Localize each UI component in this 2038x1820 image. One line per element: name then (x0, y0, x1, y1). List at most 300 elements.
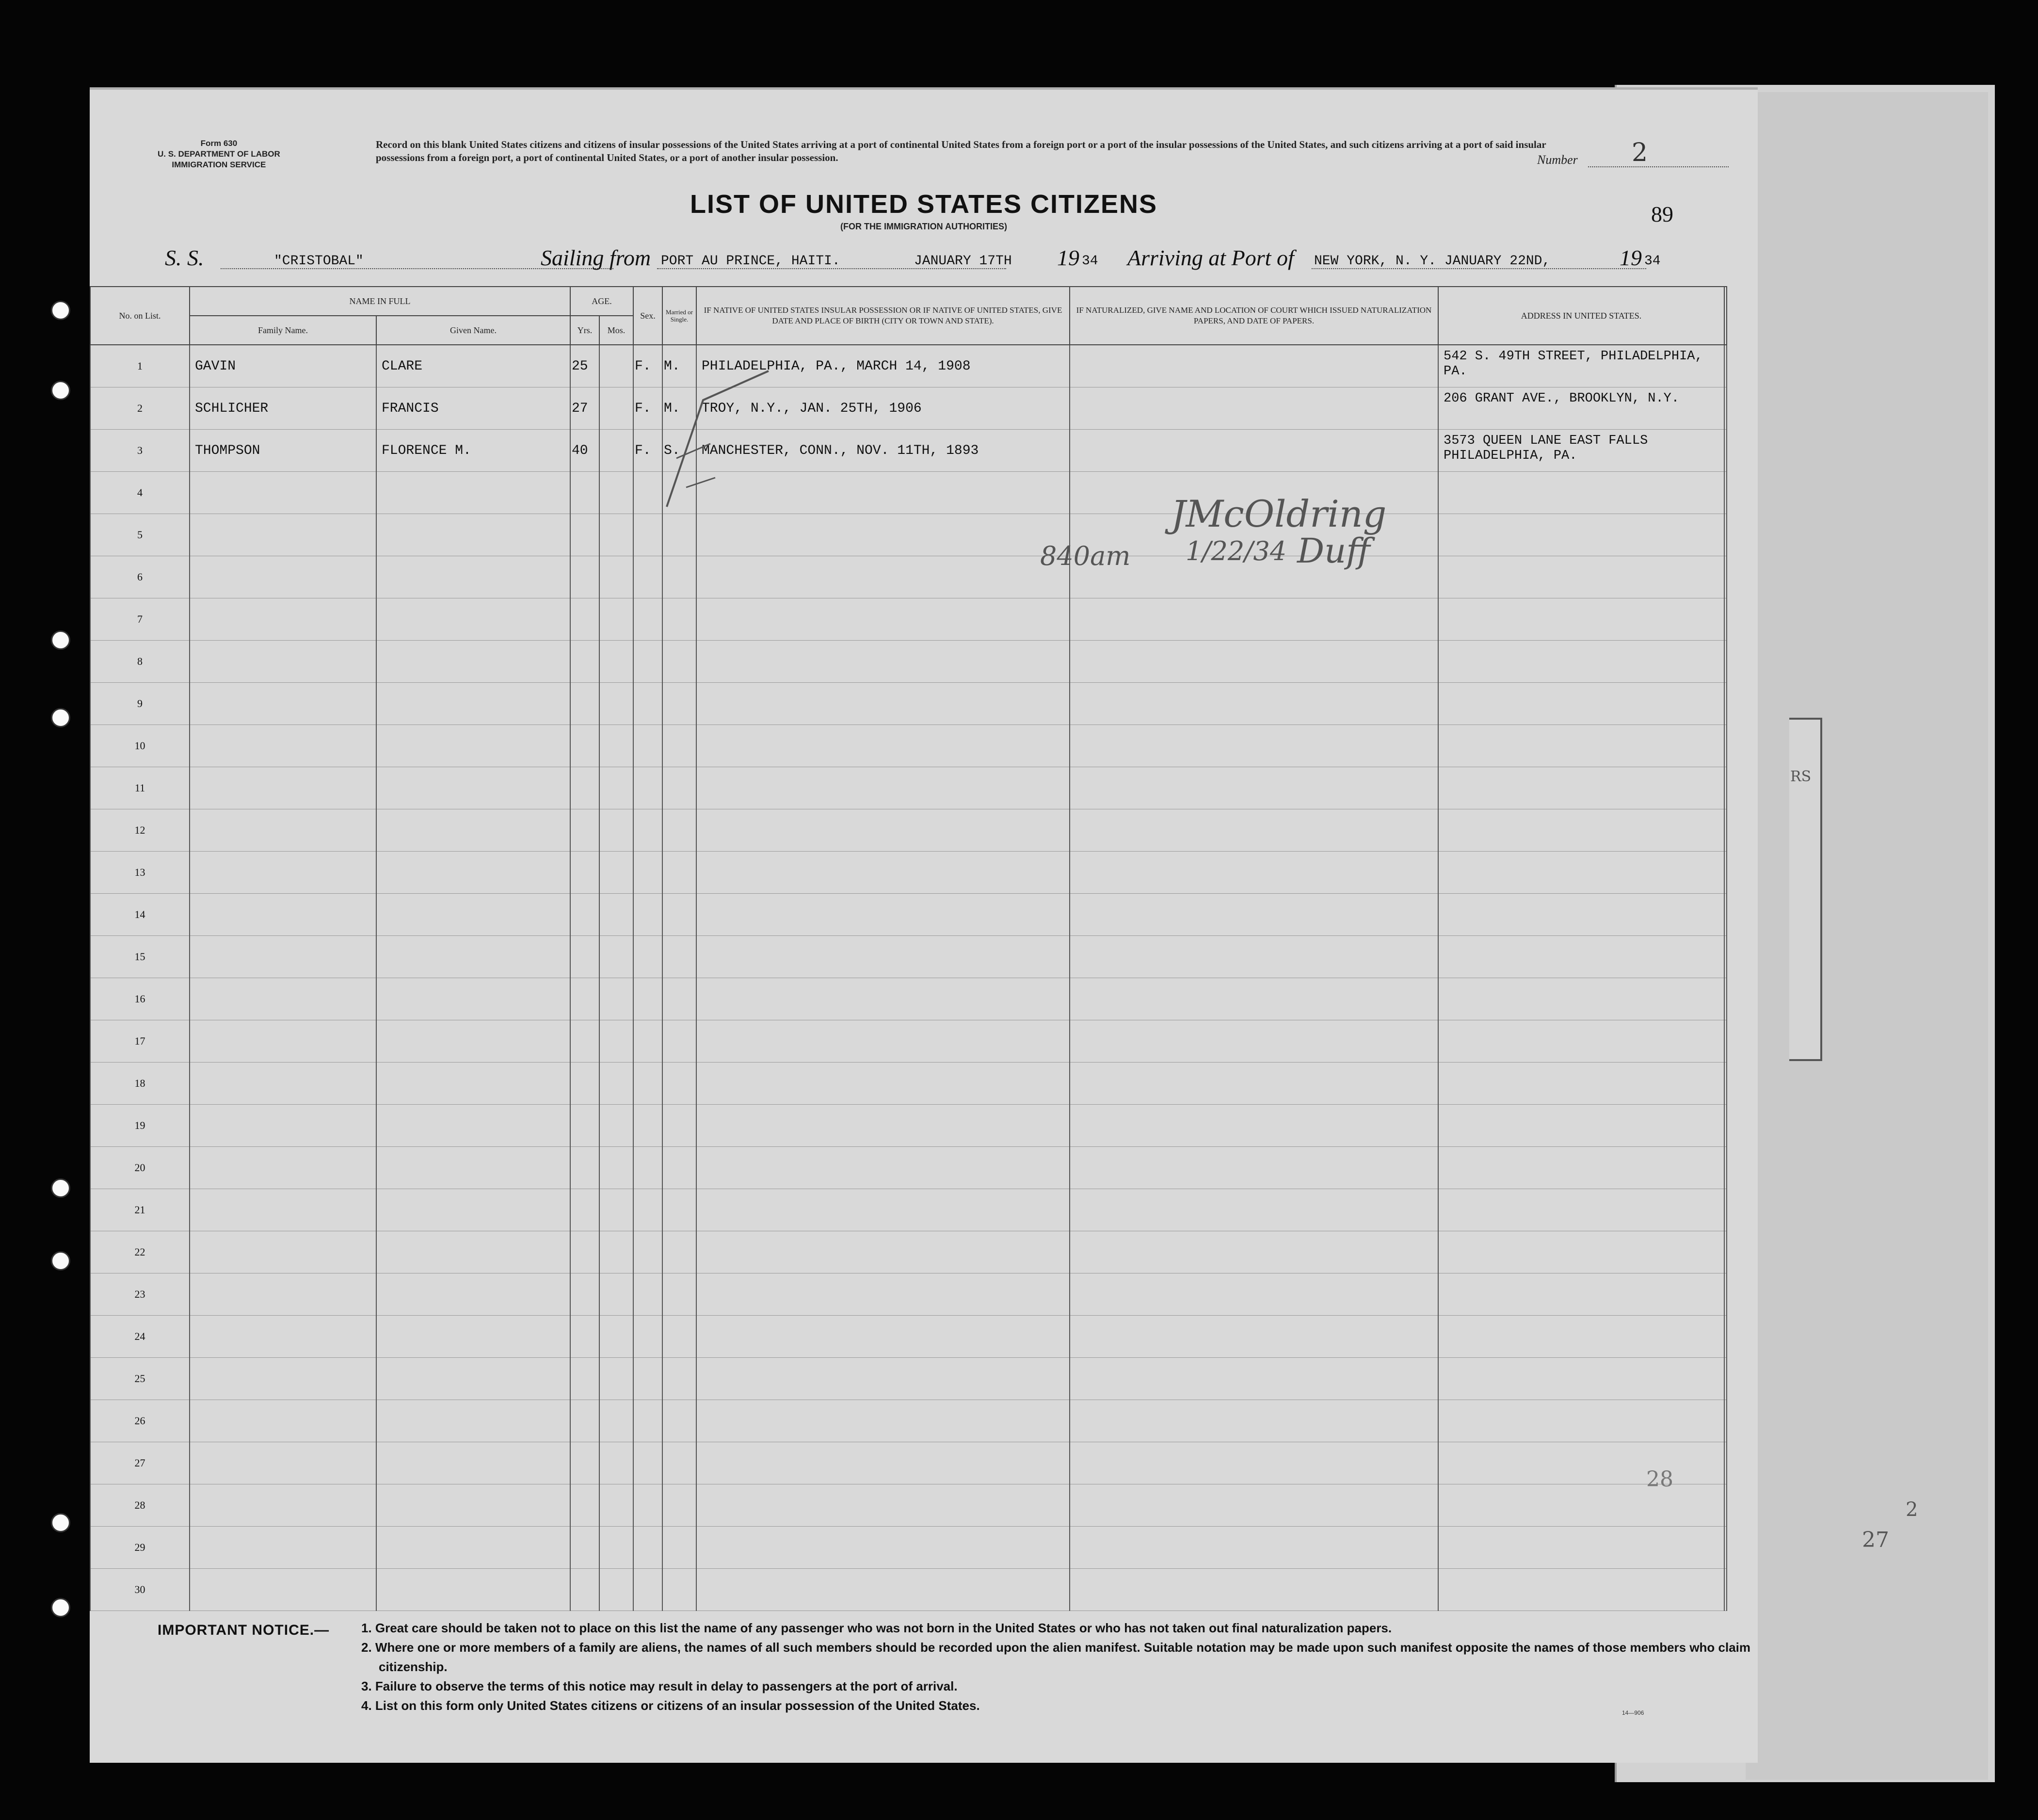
col-naturalized: IF NATURALIZED, GIVE NAME AND LOCATION OF COURT WHICH ISSUED NATURALIZATION PAPERS, AND DATE OF PAPERS. (1070, 287, 1438, 345)
cell-birth (696, 1063, 1070, 1105)
cell-yrs (570, 1527, 599, 1569)
cell-no: 12 (90, 809, 190, 852)
cell-address (1438, 1316, 1724, 1358)
cell-married (662, 1316, 696, 1358)
margin-note-b: 27 (1862, 1528, 1889, 1552)
cell-married (662, 641, 696, 683)
col-mos: Mos. (599, 316, 633, 345)
cell-naturalized (1070, 1105, 1438, 1147)
table-row (90, 1442, 1727, 1484)
cell-sex: F. (633, 345, 662, 387)
ship-name: "CRISTOBAL" (274, 254, 364, 269)
cell-given (376, 1147, 570, 1189)
cell-sex (633, 1316, 662, 1358)
cell-sex (633, 1063, 662, 1105)
cell-yrs (570, 556, 599, 598)
cell-no: 14 (90, 894, 190, 936)
cell-no: 29 (90, 1527, 190, 1569)
cell-married (662, 1442, 696, 1484)
cell-birth (696, 852, 1070, 894)
hw-signature: JMcOldring (1171, 492, 1387, 535)
binding-hole (51, 381, 70, 400)
cell-extra (1724, 894, 1727, 936)
table-row (90, 1358, 1727, 1400)
cell-mos (599, 1569, 633, 1611)
cell-address (1438, 641, 1724, 683)
notice-item-2: 2. Where one or more members of a family are aliens, the names of all such members should be recorded upon the alien manifest. Suitable notation may be made upon such manifest opposite the names of those members who claim citizenship. (361, 1640, 1751, 1674)
cell-naturalized (1070, 852, 1438, 894)
cell-given (376, 1527, 570, 1569)
table-body (90, 345, 1727, 1611)
cell-yrs (570, 767, 599, 809)
cell-yrs (570, 1189, 599, 1231)
number-line (1588, 166, 1729, 167)
cell-birth: MANCHESTER, CONN., NOV. 11TH, 1893 (696, 430, 1070, 472)
cell-no: 4 (90, 472, 190, 514)
cell-extra (1724, 1484, 1727, 1527)
cell-extra (1724, 598, 1727, 641)
cell-family (190, 598, 376, 641)
cell-birth (696, 1484, 1070, 1527)
cell-extra (1724, 387, 1727, 430)
cell-married (662, 1020, 696, 1063)
voyage-line (90, 245, 1758, 279)
cell-sex (633, 1484, 662, 1527)
cell-given: FRANCIS (376, 387, 570, 430)
cell-extra (1724, 1316, 1727, 1358)
cell-extra (1724, 1020, 1727, 1063)
cell-married: S. (662, 430, 696, 472)
form-number: Form 630 (200, 139, 238, 148)
cell-address (1438, 809, 1724, 852)
cell-given (376, 641, 570, 683)
cell-given (376, 1189, 570, 1231)
col-yrs: Yrs. (570, 316, 599, 345)
cell-extra (1724, 725, 1727, 767)
cell-family (190, 1316, 376, 1358)
cell-extra (1724, 472, 1727, 514)
cell-married (662, 894, 696, 936)
table-row (90, 809, 1727, 852)
cell-mos (599, 1147, 633, 1189)
cell-birth (696, 1020, 1070, 1063)
sailing-label: Sailing from (541, 245, 651, 270)
cell-birth (696, 1105, 1070, 1147)
cell-no: 18 (90, 1063, 190, 1105)
cell-family (190, 1105, 376, 1147)
table-row (90, 1484, 1727, 1527)
cell-naturalized (1070, 1569, 1438, 1611)
binding-hole (51, 1251, 70, 1271)
cell-naturalized (1070, 683, 1438, 725)
col-age: AGE. (570, 287, 633, 316)
cell-given (376, 1316, 570, 1358)
cell-address (1438, 1442, 1724, 1484)
cell-family (190, 1273, 376, 1316)
cell-family (190, 1063, 376, 1105)
cell-given (376, 978, 570, 1020)
cell-family (190, 1442, 376, 1484)
cell-address (1438, 1020, 1724, 1063)
cell-yrs: 27 (570, 387, 599, 430)
col-name: NAME IN FULL (190, 287, 570, 316)
cell-sex (633, 809, 662, 852)
cell-extra (1724, 1189, 1727, 1231)
tally-marks (657, 361, 783, 536)
cell-family (190, 1569, 376, 1611)
cell-married (662, 852, 696, 894)
cell-family (190, 1147, 376, 1189)
cell-yrs: 40 (570, 430, 599, 472)
cell-married (662, 978, 696, 1020)
cell-extra (1724, 430, 1727, 472)
cell-no: 9 (90, 683, 190, 725)
table-row (90, 725, 1727, 767)
cell-mos (599, 1400, 633, 1442)
cell-sex (633, 1358, 662, 1400)
cell-address (1438, 1569, 1724, 1611)
cell-birth (696, 1316, 1070, 1358)
cell-yrs (570, 1273, 599, 1316)
cell-family (190, 936, 376, 978)
page-subtitle: (FOR THE IMMIGRATION AUTHORITIES) (840, 222, 1007, 231)
table-row (90, 894, 1727, 936)
cell-extra (1724, 852, 1727, 894)
binding-hole (51, 1513, 70, 1532)
cell-extra (1724, 1105, 1727, 1147)
cell-given: CLARE (376, 345, 570, 387)
cell-no: 8 (90, 641, 190, 683)
departure-date: JANUARY 17TH (914, 254, 1012, 269)
arrival-port: NEW YORK, N. Y. JANUARY 22ND, (1314, 254, 1551, 269)
cell-given (376, 1020, 570, 1063)
col-birth: IF NATIVE OF UNITED STATES INSULAR POSSESSION OR IF NATIVE OF UNITED STATES, GIVE DATE AND PLACE OF BIRTH (CITY OR TOWN AND STATE). (696, 287, 1070, 345)
cell-birth (696, 725, 1070, 767)
table-row (90, 1231, 1727, 1273)
cell-given (376, 809, 570, 852)
cell-married (662, 683, 696, 725)
col-family: Family Name. (190, 316, 376, 345)
cell-married (662, 1189, 696, 1231)
cell-birth (696, 936, 1070, 978)
cell-naturalized (1070, 641, 1438, 683)
cell-extra (1724, 345, 1727, 387)
cell-yrs (570, 472, 599, 514)
cell-family: GAVIN (190, 345, 376, 387)
table-row (90, 683, 1727, 725)
cell-birth (696, 894, 1070, 936)
table-row (90, 1527, 1727, 1569)
cell-extra (1724, 767, 1727, 809)
cell-no: 13 (90, 852, 190, 894)
cell-family (190, 1484, 376, 1527)
cell-family (190, 683, 376, 725)
cell-naturalized (1070, 1020, 1438, 1063)
table-row (90, 1105, 1727, 1147)
cell-birth (696, 598, 1070, 641)
cell-given (376, 1484, 570, 1527)
cell-given (376, 1358, 570, 1400)
cell-family (190, 472, 376, 514)
cell-naturalized (1070, 1063, 1438, 1105)
cell-given (376, 936, 570, 978)
cell-address: 206 GRANT AVE., BROOKLYN, N.Y. (1438, 387, 1724, 430)
cell-yrs (570, 1442, 599, 1484)
notice-item-3: 3. Failure to observe the terms of this notice may result in delay to passengers at the port of arrival. (361, 1679, 958, 1693)
cell-family (190, 1020, 376, 1063)
cell-extra (1724, 514, 1727, 556)
cell-family (190, 1527, 376, 1569)
departure-year: 34 (1082, 254, 1098, 269)
from-port: PORT AU PRINCE, HAITI. (661, 254, 840, 269)
cell-married: M. (662, 345, 696, 387)
cell-address (1438, 1231, 1724, 1273)
cell-mos (599, 767, 633, 809)
cell-yrs (570, 1105, 599, 1147)
cell-no: 26 (90, 1400, 190, 1442)
cell-yrs (570, 1569, 599, 1611)
cell-sex (633, 1442, 662, 1484)
cell-naturalized (1070, 1527, 1438, 1569)
cell-extra (1724, 641, 1727, 683)
cell-given (376, 1442, 570, 1484)
table-row (90, 387, 1727, 430)
cell-address (1438, 1063, 1724, 1105)
cell-no: 23 (90, 1273, 190, 1316)
cell-naturalized (1070, 598, 1438, 641)
cell-mos (599, 1484, 633, 1527)
cell-naturalized (1070, 430, 1438, 472)
cell-yrs (570, 514, 599, 556)
cell-extra (1724, 1063, 1727, 1105)
cell-birth (696, 809, 1070, 852)
cell-sex (633, 978, 662, 1020)
hw-initials: Duff (1297, 531, 1370, 571)
table-row (90, 472, 1727, 514)
cell-birth (696, 1569, 1070, 1611)
arriving-label: Arriving at Port of (1127, 245, 1294, 270)
cell-no: 27 (90, 1442, 190, 1484)
cell-given: FLORENCE M. (376, 430, 570, 472)
cell-extra (1724, 1358, 1727, 1400)
page-title: LIST OF UNITED STATES CITIZENS (690, 190, 1157, 219)
hw-time: 840am (1040, 541, 1131, 571)
cell-married (662, 1105, 696, 1147)
cell-mos (599, 1105, 633, 1147)
cell-yrs (570, 936, 599, 978)
cell-no: 5 (90, 514, 190, 556)
cell-extra (1724, 1400, 1727, 1442)
table-row (90, 978, 1727, 1020)
table-row (90, 430, 1727, 472)
cell-birth (696, 641, 1070, 683)
table-row (90, 852, 1727, 894)
cell-no: 21 (90, 1189, 190, 1231)
cell-family (190, 1231, 376, 1273)
cell-address (1438, 894, 1724, 936)
cell-mos (599, 852, 633, 894)
cell-family: THOMPSON (190, 430, 376, 472)
cell-family (190, 514, 376, 556)
cell-naturalized (1070, 1400, 1438, 1442)
cell-married (662, 598, 696, 641)
manifest-sheet (90, 87, 1758, 1763)
cell-sex (633, 641, 662, 683)
binding-hole (51, 1178, 70, 1198)
cell-yrs (570, 641, 599, 683)
cell-extra (1724, 1273, 1727, 1316)
cell-sex (633, 1020, 662, 1063)
cell-family (190, 725, 376, 767)
cell-given (376, 1105, 570, 1147)
cell-sex (633, 936, 662, 978)
cell-mos (599, 1442, 633, 1484)
cell-extra (1724, 1231, 1727, 1273)
cell-mos (599, 345, 633, 387)
cell-address (1438, 556, 1724, 598)
cell-married (662, 1063, 696, 1105)
table-row (90, 1189, 1727, 1231)
side-tab (1789, 718, 1822, 1061)
cell-birth (696, 1400, 1070, 1442)
cell-married (662, 1569, 696, 1611)
cell-no: 25 (90, 1358, 190, 1400)
cell-no: 24 (90, 1316, 190, 1358)
table-row (90, 514, 1727, 556)
cell-sex (633, 1105, 662, 1147)
cell-address (1438, 978, 1724, 1020)
cell-naturalized (1070, 978, 1438, 1020)
cell-family (190, 852, 376, 894)
cell-mos (599, 978, 633, 1020)
table-row (90, 1020, 1727, 1063)
cell-sex (633, 894, 662, 936)
cell-mos (599, 1358, 633, 1400)
cell-given (376, 556, 570, 598)
cell-sex (633, 767, 662, 809)
table-row (90, 598, 1727, 641)
cell-naturalized (1070, 936, 1438, 978)
cell-address (1438, 1484, 1724, 1527)
cell-address (1438, 472, 1724, 514)
cell-extra (1724, 1442, 1727, 1484)
cell-married (662, 1231, 696, 1273)
cell-birth (696, 1527, 1070, 1569)
cell-sex (633, 598, 662, 641)
cell-naturalized (1070, 387, 1438, 430)
cell-naturalized (1070, 1358, 1438, 1400)
cell-married (662, 1484, 696, 1527)
cell-birth (696, 767, 1070, 809)
cell-mos (599, 1273, 633, 1316)
cell-sex (633, 1147, 662, 1189)
department-name: U. S. DEPARTMENT OF LABOR (158, 149, 280, 159)
table-row (90, 1063, 1727, 1105)
cell-birth: PHILADELPHIA, PA., MARCH 14, 1908 (696, 345, 1070, 387)
col-sex: Sex. (633, 287, 662, 345)
cell-sex (633, 556, 662, 598)
service-name: IMMIGRATION SERVICE (172, 160, 266, 169)
instructions-text: Record on this blank United States citizens and citizens of insular possessions of the United States arriving at a port of continental United States from a foreign port or a port of the insular possessions of the United States, and such citizens arriving at a port of said insular possessions from a foreign port, a port of continental United States, or a port of another insular possession. (376, 139, 1546, 163)
cell-sex (633, 683, 662, 725)
cell-naturalized (1070, 1442, 1438, 1484)
cell-extra (1724, 936, 1727, 978)
cell-yrs (570, 1020, 599, 1063)
cell-address (1438, 598, 1724, 641)
col-no: No. on List. (90, 287, 190, 345)
depart-year-prefix: 19 (1057, 245, 1079, 270)
number-value: 2 (1632, 138, 1648, 167)
cell-sex: F. (633, 387, 662, 430)
cell-extra (1724, 809, 1727, 852)
cell-no: 10 (90, 725, 190, 767)
cell-family (190, 894, 376, 936)
cell-sex (633, 1189, 662, 1231)
cell-birth (696, 1358, 1070, 1400)
cell-birth (696, 1273, 1070, 1316)
cell-yrs (570, 1358, 599, 1400)
cell-naturalized (1070, 894, 1438, 936)
cell-given (376, 1400, 570, 1442)
cell-given (376, 1569, 570, 1611)
cell-given (376, 1273, 570, 1316)
cell-given (376, 598, 570, 641)
cell-mos (599, 1063, 633, 1105)
cell-naturalized (1070, 1273, 1438, 1316)
cell-married (662, 1400, 696, 1442)
cell-mos (599, 598, 633, 641)
cell-address (1438, 936, 1724, 978)
cell-married: M. (662, 387, 696, 430)
cell-family (190, 767, 376, 809)
cell-mos (599, 641, 633, 683)
cell-mos (599, 1189, 633, 1231)
cell-yrs (570, 683, 599, 725)
table-row (90, 1400, 1727, 1442)
cell-yrs (570, 725, 599, 767)
cell-address (1438, 514, 1724, 556)
col-married: Married or Single. (662, 287, 696, 345)
cell-yrs (570, 1231, 599, 1273)
cell-married (662, 767, 696, 809)
cell-no: 19 (90, 1105, 190, 1147)
cell-sex (633, 1569, 662, 1611)
cell-given (376, 767, 570, 809)
cell-yrs (570, 1400, 599, 1442)
cell-family (190, 556, 376, 598)
notice-title: IMPORTANT NOTICE.— (158, 1622, 330, 1638)
cell-extra (1724, 1147, 1727, 1189)
table-row (90, 1316, 1727, 1358)
cell-address (1438, 683, 1724, 725)
cell-sex (633, 1273, 662, 1316)
binding-hole (51, 708, 70, 727)
cell-naturalized (1070, 1484, 1438, 1527)
margin-count: 28 (1646, 1467, 1673, 1492)
cell-mos (599, 683, 633, 725)
cell-yrs (570, 1484, 599, 1527)
cell-given (376, 1231, 570, 1273)
cell-sex (633, 852, 662, 894)
table-row (90, 1273, 1727, 1316)
cell-no: 16 (90, 978, 190, 1020)
cell-mos (599, 472, 633, 514)
table-row (90, 936, 1727, 978)
cell-mos (599, 430, 633, 472)
cell-yrs (570, 1316, 599, 1358)
cell-married (662, 936, 696, 978)
cell-given (376, 1063, 570, 1105)
